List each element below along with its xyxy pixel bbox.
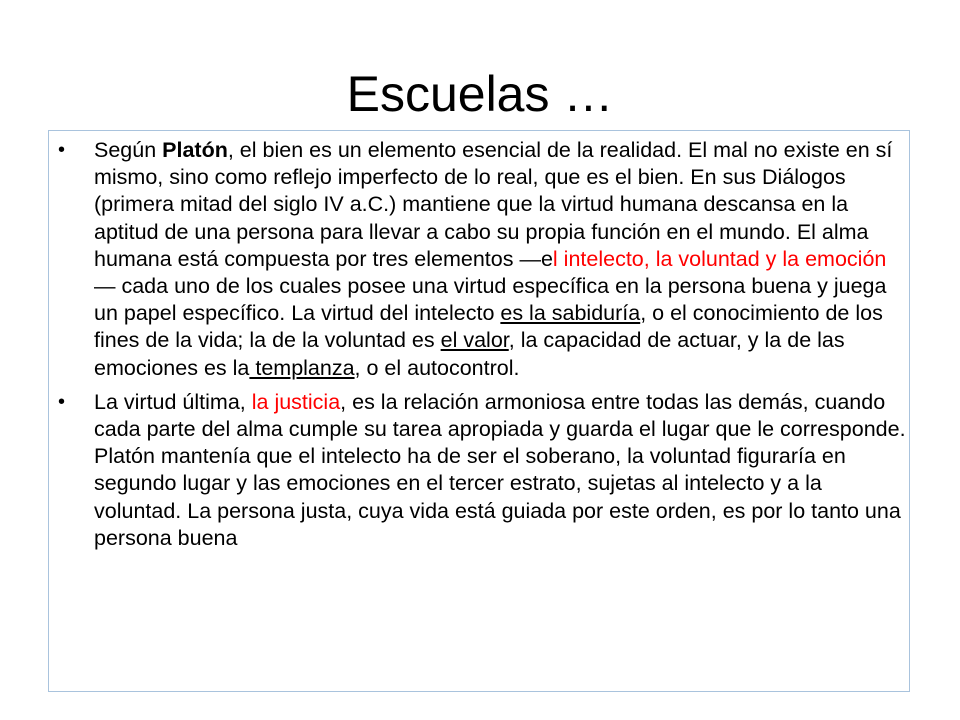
text-run: La virtud última, — [94, 389, 252, 414]
slide-title: Escuelas … — [346, 66, 614, 122]
bullet-item-plato-good — [48, 137, 906, 382]
underlined-valor: el valor — [440, 328, 509, 353]
text-run: — cada uno de los cuales posee una virtud específica en la persona buena y juega un papel específico. La virtud del intelecto — [94, 274, 887, 326]
text-run: Según — [94, 138, 163, 162]
highlight-three-elements: l intelecto, la voluntad y la emoción — [552, 246, 887, 271]
bullet-list — [48, 137, 906, 559]
underlined-sabiduria: es la sabiduría — [500, 301, 641, 326]
text-run: , o el conocimiento de los fines de la vida; la de la voluntad es — [94, 301, 883, 353]
bullet-dot-icon: • — [58, 390, 66, 413]
highlight-justicia: la justicia — [251, 389, 341, 414]
text-run: , la capacidad de actuar, y la de las emociones es la — [94, 328, 845, 380]
text-run: , el bien es un elemento esencial de la realidad. El mal no existe en sí mismo, sino como reflejo imperfecto de lo real, que es el bien. En sus Diálogos (primera mitad del siglo IV a.C.) mantiene que la virtud humana descansa en la aptitud de una persona para llevar a cabo su propia función en el mundo. El alma humana está compuesta por tres elementos —e — [94, 138, 893, 271]
text-run: , o el autocontrol. — [354, 355, 520, 380]
bullet-item-justice — [48, 389, 906, 552]
text-run: , es la relación armoniosa entre todas las demás, cuando cada parte del alma cumple su tarea apropiada y guarda el lugar que le corresponde. Platón mantenía que el intelecto ha de ser el soberano, la voluntad figuraría en segundo lugar y las emociones en el tercer estrato, sujetas al intelecto y a la voluntad. La persona justa, cuya vida está guiada por este orden, es por lo tanto una persona buena — [94, 389, 906, 550]
bold-name-platon: Platón — [162, 138, 228, 162]
bullet-dot-icon: • — [58, 139, 66, 161]
underlined-templanza: templanza — [249, 355, 355, 380]
